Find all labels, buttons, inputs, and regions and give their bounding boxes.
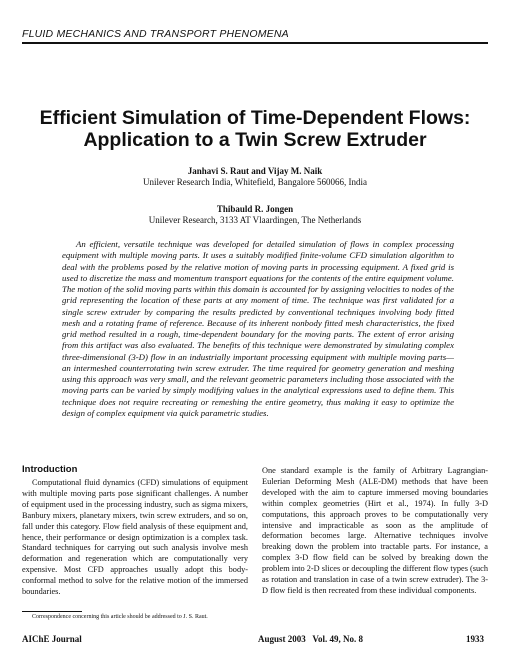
correspondence-footnote: Correspondence concerning this article should be addressed to J. S. Raut. [32, 614, 208, 620]
article-title-line-1: Efficient Simulation of Time-Dependent Flows: [39, 107, 471, 129]
paragraph: Computational fluid dynamics (CFD) simulations of equipment with multiple moving parts pose significant challenges. A number of equipment used in the processing industry, such as sigma mixers, Banbury mixers, planetary mixers, twin screw extruders, and so on, fall under this category. Flow field analysis of these equipment and, hence, their performance or design optimization is a complex task. Standard techniques for carrying out such analysis involve mesh deformation and regeneration which are computationally very expensive. Most CFD approaches usually adopt this body-conformal method to solve for the relative motion of the immersed boundaries. [22, 478, 248, 597]
footer-journal-name: AIChE Journal [22, 634, 82, 644]
article-title-line-2: Application to a Twin Screw Extruder [83, 129, 427, 151]
author-affiliation: Unilever Research, 3133 AT Vlaardingen, The Netherlands [148, 215, 362, 225]
body-column-left [22, 478, 248, 598]
footer-issue: August 2003 Vol. 49, No. 8 [258, 634, 364, 644]
footnote-divider [22, 611, 82, 612]
section-heading-introduction: Introduction [22, 464, 78, 475]
abstract-text: An efficient, versatile technique was developed for detailed simulation of flows in complex processing equipment with multiple moving parts. It uses a suitably modified finite-volume CFD simulation algorithm to deal with the problems posed by the relative motion of moving parts in processing equipment. A fixed grid is used to discretize the mass and momentum transport equations for the contents of the entire equipment volume. The motion of the solid moving parts within this domain is accounted for by assigning velocities to nodes of the grid representing the location of these parts at any moment of time. The technique was first validated for a single screw extruder by comparing the results predicted by conventional techniques involving body fitted mesh and a rotating frame of reference. Because of its inherent nonbody fitted mesh characteristics, the fixed grid method resulted in a rough, time-dependent boundary for the moving parts. The extent of error arising from this artifact was also evaluated. The benefits of this technique were demonstrated by simulating complex three-dimensional (3-D) flow in an industrially important processing equipment with multiple moving parts—an intermeshed counterrotating twin screw extruder. The time required for geometry generation and meshing using this approach was very small, and the relevant geometric parameters including those associated with the moving parts can be varied by simply modifying values in the analytical expressions used to define them. This technique does not require recreating or remeshing the entire geometry, thus making it easy to optimize the design of complex equipment via quick parametric studies. [62, 239, 454, 418]
body-column-right [262, 466, 488, 597]
author-block-2 [30, 204, 480, 226]
paragraph: One standard example is the family of Arbitrary Lagrangian-Eulerian Deforming Mesh (ALE-DM) methods that have been developed with the aim to capture immersed moving boundaries within complex geometries (Hirt et al., 1974). In fully 3-D computations, this approach proves to be computationally very intensive and impracticable as soon as the amplitude of deformation becomes large. Alternative techniques involve breaking down the problem into tractable parts. For instance, a complex 3-D flow field can be solved by breaking down the problem into 2-D slices or decoupling the different flow types (such as rotation and translation in case of a twin screw extruder). The 3-D flow field is then recreated from these individual components. [262, 466, 488, 595]
author-names: Janhavi S. Raut and Vijay M. Naik [187, 166, 323, 176]
article-title [30, 107, 480, 151]
author-affiliation: Unilever Research India, Whitefield, Bangalore 560066, India [142, 177, 367, 187]
journal-section-header: FLUID MECHANICS AND TRANSPORT PHENOMENA [22, 28, 488, 44]
abstract [62, 239, 454, 419]
author-block-1 [30, 166, 480, 188]
author-names: Thibauld R. Jongen [216, 204, 294, 214]
footer-page-number: 1933 [466, 634, 484, 644]
